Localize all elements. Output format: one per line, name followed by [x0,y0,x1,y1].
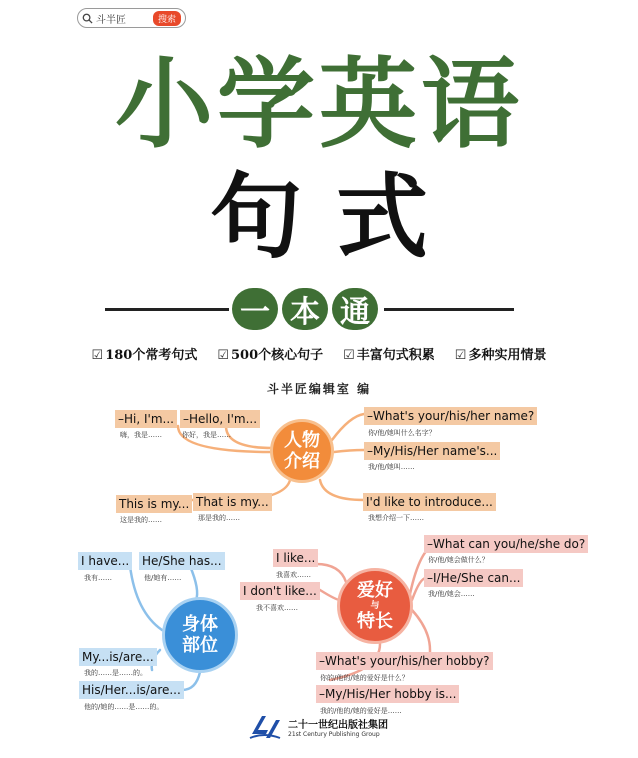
sentence-introduce-translation: 我想介绍一下…… [368,514,424,522]
sentence-what-name: –What's your/his/her name? [364,407,537,425]
sentence-i-like: I like... [273,549,318,567]
hub-hobbies: 爱好 与 特长 [337,568,413,644]
feature-item: ☑ 多种实用情景 [454,348,547,363]
publisher-name: 二十一世纪出版社集团 [288,720,388,731]
sentence-dont-like: I don't like... [240,582,320,600]
hub-introduction: 人物 介绍 [270,419,334,483]
sentence-what-name-translation: 你/他/她叫什么名字？ [368,429,436,437]
feature-item: ☑ 丰富句式积累 [343,348,435,363]
sentence-i-like-translation: 我喜欢…… [276,571,311,579]
publisher-name-en: 21st Century Publishing Group [288,731,380,738]
sentence-my-name-translation: 我/他/她叫…… [368,463,415,471]
subtitle-pill: 通 [332,288,378,330]
sentence-what-hobby-translation: 你的/他的/她的爱好是什么？ [320,674,409,682]
sentence-hello-translation: 你好，我是…… [182,431,231,439]
sentence-my-name: –My/His/Her name's... [364,442,500,460]
sentence-this-is-translation: 这是我的…… [120,516,162,524]
sentence-i-have-translation: 我有…… [84,574,112,582]
publisher-footer [248,712,388,742]
checkbox-icon: ☑ [217,348,229,363]
sentence-what-hobby: –What's your/his/her hobby? [316,652,493,670]
title-line-2: 句式 [209,164,462,271]
search-button[interactable]: 搜索 [153,11,181,26]
sentence-his-is: His/Her...is/are... [79,681,184,699]
feature-item: ☑ 180个常考句式 [91,348,198,363]
title-line-1: 小学英语 [114,48,523,162]
sentence-that-is: That is my... [193,493,272,511]
sentence-hello: –Hello, I'm... [180,410,260,428]
feature-item: ☑ 500个核心句子 [217,348,324,363]
checkbox-icon: ☑ [454,348,467,363]
sentence-that-is-translation: 那是我的…… [198,514,240,522]
checkbox-icon: ☑ [343,348,355,363]
checkbox-icon: ☑ [91,348,104,363]
sentence-i-can-translation: 我/他/她会…… [428,590,475,598]
sentence-what-can: –What can you/he/she do? [424,535,588,553]
sentence-his-is-translation: 他的/她的……是……的。 [84,703,164,711]
subtitle-pill: 本 [282,288,328,330]
sentence-he-has-translation: 他/她有…… [144,574,182,582]
sentence-introduce: I'd like to introduce... [363,493,496,511]
sentence-dont-like-translation: 我不喜欢…… [256,604,298,612]
search-brand: 斗半匠 [96,14,126,26]
sentence-i-can: –I/He/She can... [424,569,523,587]
subtitle-pill: 一 [232,288,278,330]
sentence-my-is-translation: 我的……是……的。 [84,669,147,677]
sentence-hi: –Hi, I'm... [115,410,177,428]
sentence-i-have: I have... [78,552,132,570]
sentence-what-can-translation: 你/他/她会做什么？ [428,556,489,564]
sentence-my-is: My...is/are... [79,648,157,666]
hub-body-parts: 身体 部位 [162,597,238,673]
editor-credit: 斗半匠编辑室 编 [266,382,372,396]
sentence-he-has: He/She has... [139,552,225,570]
sentence-hi-translation: 嗨，我是…… [120,431,162,439]
sentence-my-hobby-translation: 我的/他的/她的爱好是…… [320,707,402,715]
sentence-this-is: This is my... [116,495,192,513]
publisher-logo [248,712,282,742]
sentence-my-hobby: –My/His/Her hobby is... [316,685,459,703]
